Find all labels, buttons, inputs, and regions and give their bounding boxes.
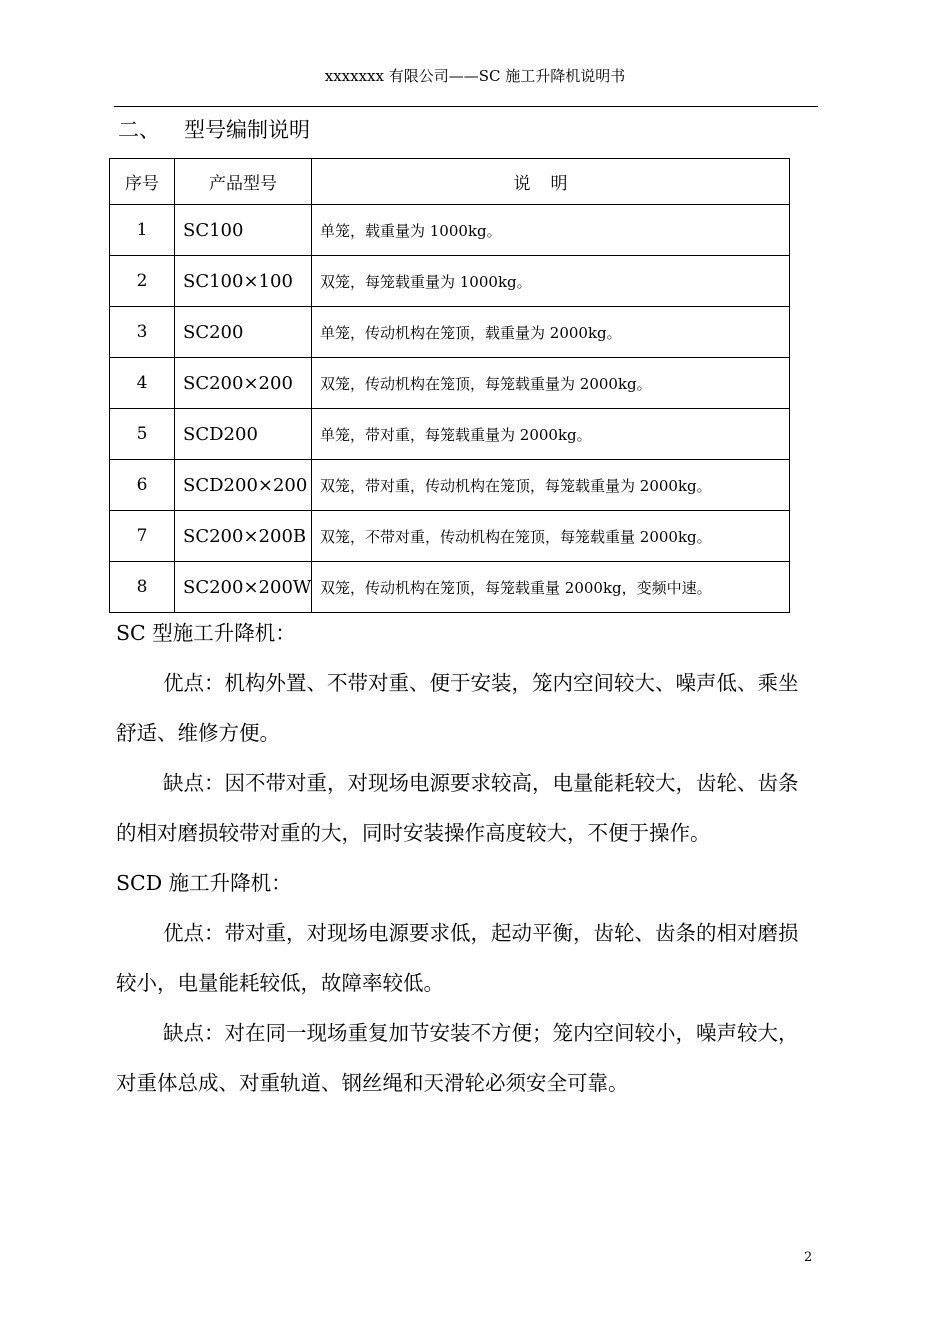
row-seq: 7 [110,511,175,562]
model-table [109,158,790,613]
sc-pros-paragraph: 优点：机构外置、不带对重、便于安装，笼内空间较大、噪声低、乘坐舒适、维修方便。 [116,671,799,745]
row-desc: 双笼，不带对重，传动机构在笼顶，每笼载重量 2000kg。 [312,511,790,562]
section-title-text: 型号编制说明 [184,118,310,142]
row-desc: 双笼，传动机构在笼顶，每笼载重量 2000kg，变频中速。 [312,562,790,613]
scd-cons-paragraph: 缺点：对在同一现场重复加节安装不方便；笼内空间较小，噪声较大，对重体总成、对重轨道、钢丝绳和天滑轮必须安全可靠。 [116,1021,799,1095]
row-desc: 单笼，带对重，每笼载重量为 2000kg。 [312,409,790,460]
row-desc: 单笼，传动机构在笼顶，载重量为 2000kg。 [312,307,790,358]
body-text [116,608,816,1108]
row-model: SC200×200W [175,562,312,613]
table-header-row [110,159,790,205]
row-seq: 2 [110,256,175,307]
header-seq: 序号 [110,159,175,205]
row-model: SC200×200B [175,511,312,562]
section-title [118,116,310,144]
table-row [110,205,790,256]
running-header: xxxxxxx 有限公司——SC 施工升降机说明书 [324,67,626,85]
table-row [110,460,790,511]
row-model: SCD200×200 [175,460,312,511]
scd-heading: SCD 施工升降机： [116,871,292,895]
row-seq: 8 [110,562,175,613]
header-rule [114,106,818,107]
row-model: SC200×200 [175,358,312,409]
sc-heading: SC 型施工升降机： [116,621,296,645]
scd-pros-paragraph: 优点：带对重，对现场电源要求低，起动平衡，齿轮、齿条的相对磨损较小，电量能耗较低，故障率较低。 [116,921,799,995]
header-desc: 说明 [312,159,790,205]
row-seq: 3 [110,307,175,358]
row-seq: 1 [110,205,175,256]
table-row [110,511,790,562]
table-row [110,307,790,358]
row-desc: 双笼，每笼载重量为 1000kg。 [312,256,790,307]
table-row [110,256,790,307]
row-model: SC100 [175,205,312,256]
row-model: SC100×100 [175,256,312,307]
table-row [110,409,790,460]
row-desc: 双笼，传动机构在笼顶，每笼载重量为 2000kg。 [312,358,790,409]
row-seq: 5 [110,409,175,460]
row-seq: 6 [110,460,175,511]
row-desc: 双笼，带对重，传动机构在笼顶，每笼载重量为 2000kg。 [312,460,790,511]
row-desc: 单笼，载重量为 1000kg。 [312,205,790,256]
table-row [110,358,790,409]
table-row [110,562,790,613]
row-model: SC200 [175,307,312,358]
row-model: SCD200 [175,409,312,460]
sc-cons-paragraph: 缺点：因不带对重，对现场电源要求较高，电量能耗较大，齿轮、齿条的相对磨损较带对重的大，同时安装操作高度较大，不便于操作。 [116,771,799,845]
header-model: 产品型号 [175,159,312,205]
section-number: 二、 [118,118,160,142]
page-number: 2 [804,1250,813,1265]
row-seq: 4 [110,358,175,409]
